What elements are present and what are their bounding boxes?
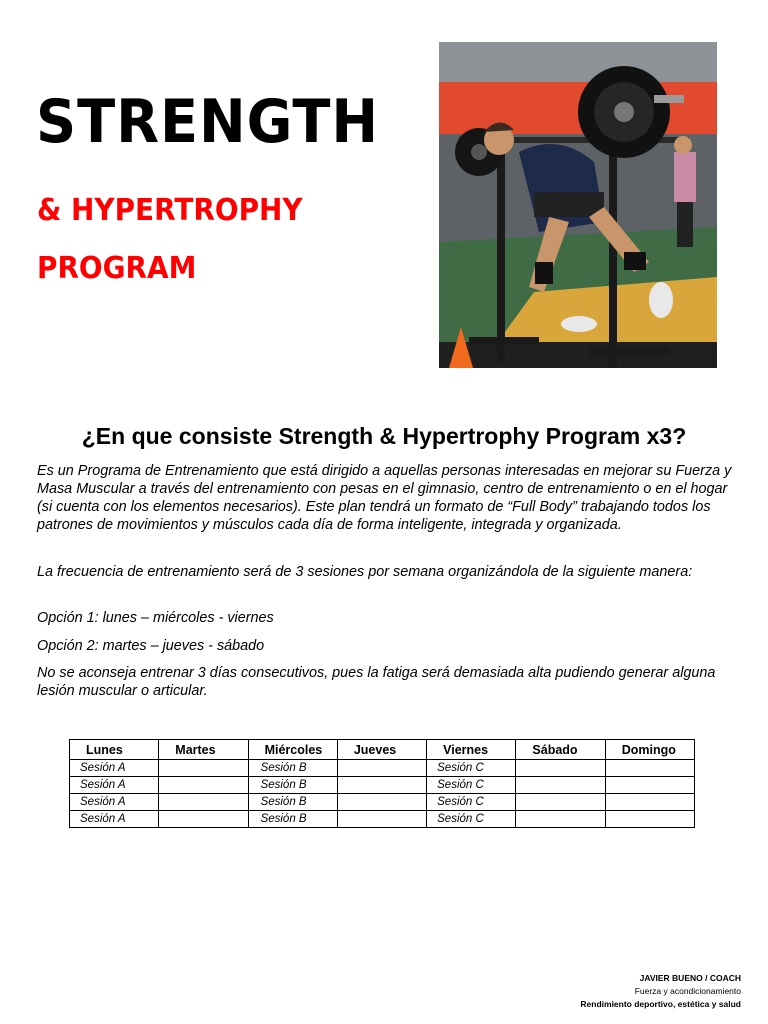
table-cell: Sesión C — [427, 760, 516, 777]
warning-text: No se aconseja entrenar 3 días consecutivos, pues la fatiga será demasiada alta pudiendo generar alguna lesión muscular o articular. — [37, 665, 716, 699]
warning-paragraph — [37, 664, 737, 700]
intro-paragraph — [37, 462, 737, 534]
header-cell: Miércoles — [248, 740, 337, 760]
table-cell: Sesión A — [70, 777, 159, 794]
table-cell — [159, 777, 248, 794]
table-cell — [337, 777, 426, 794]
table-cell — [516, 760, 605, 777]
footer-tagline: Rendimiento deportivo, estética y salud — [580, 999, 741, 1009]
table-row — [70, 811, 695, 828]
schedule-table — [69, 739, 695, 828]
table-cell: Sesión A — [70, 794, 159, 811]
table-cell: Sesión A — [70, 811, 159, 828]
table-cell: Sesión A — [70, 760, 159, 777]
table-cell — [605, 777, 694, 794]
option-1 — [37, 609, 737, 627]
program-title: STRENGTH — [36, 87, 380, 157]
table-cell: Sesión B — [248, 760, 337, 777]
frequency-text: La frecuencia de entrenamiento será de 3 sesiones por semana organizándola de la siguiente manera: — [37, 564, 693, 580]
table-cell — [516, 811, 605, 828]
option-2 — [37, 637, 737, 655]
table-cell: Sesión B — [248, 794, 337, 811]
table-cell — [337, 794, 426, 811]
table-cell — [516, 777, 605, 794]
table-cell — [605, 760, 694, 777]
header-cell: Sábado — [516, 740, 605, 760]
header-cell: Lunes — [70, 740, 159, 760]
table-cell: Sesión C — [427, 777, 516, 794]
intro-text: Es un Programa de Entrenamiento que está dirigido a aquellas personas interesadas en mejorar su Fuerza y Masa Muscular a través del entrenamiento con pesas en el gimnasio, centro de entrenamiento o en el hogar (si cuenta con los elementos necesarios). Este plan tendrá un formato de “Full Body” trabajando todos los patrones de movimientos y músculos cada día de forma inteligente, integrada y organizada. — [37, 463, 732, 533]
weightlifter-photo — [439, 42, 717, 368]
table-cell — [159, 794, 248, 811]
header-cell: Domingo — [605, 740, 694, 760]
header-cell: Jueves — [337, 740, 426, 760]
table-cell — [516, 794, 605, 811]
table-cell — [337, 811, 426, 828]
table-cell: Sesión C — [427, 811, 516, 828]
table-header-row — [70, 740, 695, 760]
frequency-paragraph — [37, 563, 737, 581]
table-row — [70, 777, 695, 794]
table-cell: Sesión B — [248, 777, 337, 794]
table-cell — [159, 760, 248, 777]
option-2-text: Opción 2: martes – jueves - sábado — [37, 638, 265, 654]
table-cell: Sesión B — [248, 811, 337, 828]
header-cell: Viernes — [427, 740, 516, 760]
footer-author: JAVIER BUENO / COACH — [639, 973, 741, 983]
table-cell — [605, 794, 694, 811]
program-subtitle-line2: PROGRAM — [37, 251, 197, 286]
table-cell: Sesión C — [427, 794, 516, 811]
header-cell: Martes — [159, 740, 248, 760]
table-cell — [337, 760, 426, 777]
footer-specialty: Fuerza y acondicionamiento — [634, 986, 741, 996]
table-cell — [159, 811, 248, 828]
table-row — [70, 760, 695, 777]
program-subtitle-line1: & HYPERTROPHY — [37, 193, 303, 228]
section-heading: ¿En que consiste Strength & Hypertrophy Program x3? — [81, 423, 687, 449]
footer-credits — [580, 972, 741, 1011]
option-1-text: Opción 1: lunes – miércoles - viernes — [37, 610, 274, 626]
table-row — [70, 794, 695, 811]
table-cell — [605, 811, 694, 828]
